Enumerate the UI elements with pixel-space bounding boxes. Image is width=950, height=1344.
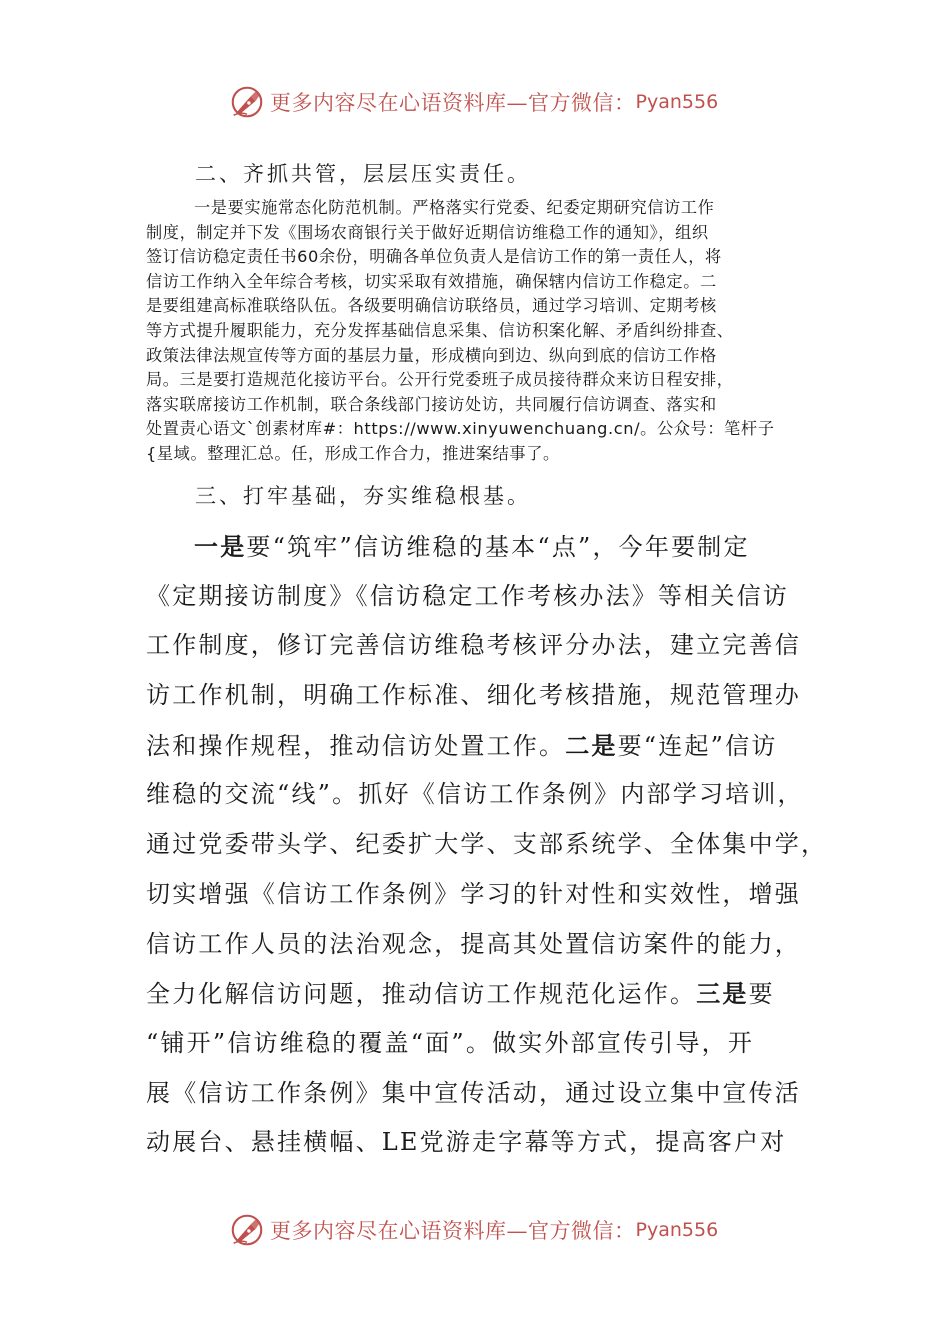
paragraph-line: 动展台、悬挂横幅、LE党游走字幕等方式，提高客户对 — [146, 1128, 787, 1157]
section-2-paragraph — [146, 196, 814, 467]
line-text: 要“连起”信访 — [617, 731, 778, 760]
section-3-heading: 三、打牢基础，夯实维稳根基。 — [195, 484, 531, 508]
footer-banner — [228, 1210, 748, 1250]
paragraph-line: 通过党委带头学、纪委扩大学、支部系统学、全体集中学， — [146, 830, 828, 859]
line-text: 全力化解信访问题，推动信访工作规范化运作。 — [146, 980, 697, 1009]
banner-wechat-id: Pyan556 — [635, 91, 719, 113]
paragraph-line: 访工作机制，明确工作标准、细化考核措施，规范管理办 — [146, 681, 801, 710]
paragraph-line: 制度，制定并下发《围场农商银行关于做好近期信访维稳工作的通知》，组织 — [146, 222, 709, 242]
line-text: 要“筑牢”信访维稳的基本“点”，今年要制定 — [246, 533, 750, 561]
paragraph-line: 是要组建高标准联络队伍。各级要明确信访联络员，通过学习培训、定期考核 — [146, 296, 717, 316]
section-2-heading: 二、齐抓共管，层层压实责任。 — [195, 162, 531, 186]
paragraph-line: 一是要实施常态化防范机制。严格落实行党委、纪委定期研究信访工作 — [194, 198, 715, 217]
paragraph-line — [146, 721, 806, 771]
paragraph-line: 落实联席接访工作机制，联合条线部门接访处访，共同履行信访调查、落实和 — [146, 394, 717, 414]
pen-nib-icon — [228, 83, 266, 121]
paragraph-line: {星域。整理汇总。任，形成工作合力，推进案结事了。 — [146, 443, 560, 463]
bold-lead: 二是 — [565, 730, 618, 760]
paragraph-line: 切实增强《信访工作条例》学习的针对性和实效性，增强 — [146, 879, 801, 908]
paragraph-line: 《定期接访制度》《信访稳定工作考核办法》等相关信访 — [146, 581, 789, 610]
banner-text: 更多内容尽在心语资料库—官方微信： — [270, 1219, 636, 1243]
banner-text: 更多内容尽在心语资料库—官方微信： — [270, 91, 636, 115]
paragraph-line: 信访工作纳入全年综合考核，切实采取有效措施，确保辖内信访工作稳定。二 — [146, 271, 717, 291]
pen-nib-icon — [228, 1211, 266, 1249]
paragraph-line: 等方式提升履职能力，充分发挥基础信息采集、信访积案化解、矛盾纠纷排查、 — [146, 320, 734, 340]
section-3-paragraph — [146, 522, 828, 1168]
paragraph-line: 维稳的交流“线”。抓好《信访工作条例》内部学习培训， — [146, 780, 804, 809]
line-text: 要 — [748, 980, 775, 1009]
bold-lead: 三是 — [696, 979, 749, 1009]
header-banner — [228, 82, 748, 122]
paragraph-line: “铺开”信访维稳的覆盖“面”。做实外部宣传引导，开 — [146, 1028, 755, 1057]
bold-lead: 一是 — [194, 532, 247, 561]
paragraph-line: 展《信访工作条例》集中宣传活动，通过设立集中宣传活 — [146, 1078, 801, 1107]
paragraph-line: 信访工作人员的法治观念，提高其处置信访案件的能力， — [146, 929, 801, 958]
line-text: 法和操作规程，推动信访处置工作。 — [146, 731, 566, 760]
paragraph-line: 签订信访稳定责任书60余份，明确各单位负责人是信访工作的第一责任人，将 — [146, 247, 722, 267]
banner-wechat-id: Pyan556 — [635, 1219, 719, 1241]
paragraph-line: 处置责心语文`创素材库#：https://www.xinyuwenchuang.cn/。公众号：笔杆子 — [146, 419, 775, 439]
paragraph-line: 局。三是要打造规范化接访平台。公开行党委班子成员接待群众来访日程安排， — [146, 370, 734, 390]
paragraph-line — [146, 522, 806, 572]
paragraph-line: 工作制度，修订完善信访维稳考核评分办法，建立完善信 — [146, 631, 801, 660]
paragraph-line: 政策法律法规宣传等方面的基层力量，形成横向到边、纵向到底的信访工作格 — [146, 345, 717, 365]
paragraph-line — [146, 969, 806, 1019]
